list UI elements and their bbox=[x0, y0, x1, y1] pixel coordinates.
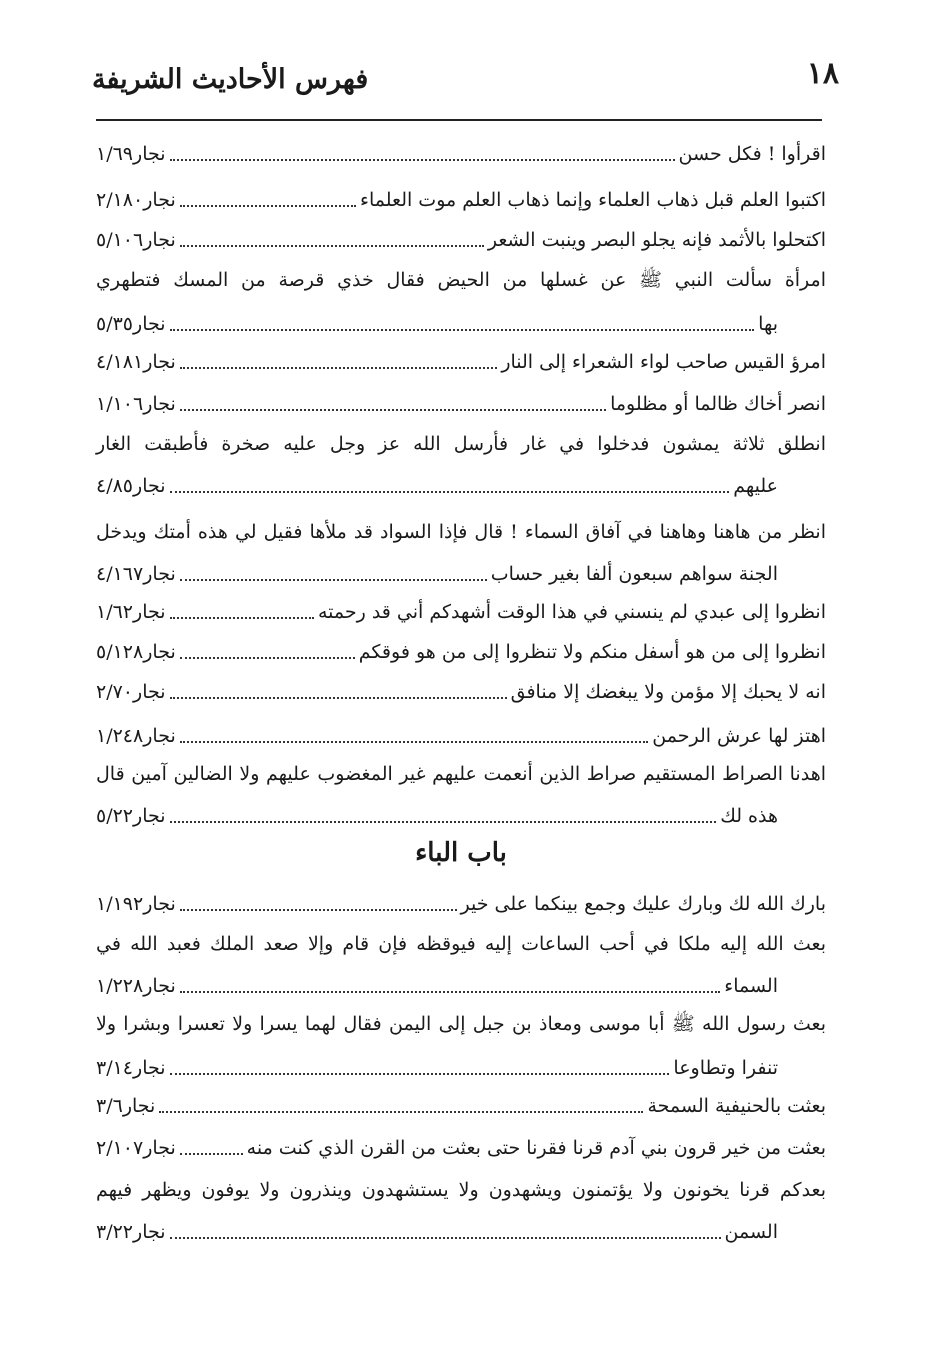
leader-dots bbox=[170, 1073, 670, 1075]
hadith-text: بارك الله لك وبارك عليك وجمع بينكما على خير bbox=[460, 893, 826, 915]
index-entry-first-line bbox=[96, 754, 826, 794]
index-entry-continuation bbox=[96, 1212, 826, 1252]
index-entry-continuation bbox=[96, 1048, 826, 1088]
page-title: فهرس الأحاديث الشريفة bbox=[92, 64, 369, 95]
hadith-reference: نجار٢/١٠٧ bbox=[96, 1137, 176, 1159]
hadith-text: انصر أخاك ظالما أو مظلوما bbox=[610, 393, 826, 415]
index-entry bbox=[96, 384, 826, 424]
hadith-text: انظر من هاهنا وهاهنا في آفاق السماء ! قال فإذا السواد قد ملأها فقيل لي هذه أمتك ويدخل bbox=[96, 521, 826, 543]
index-entry bbox=[96, 1128, 826, 1168]
index-entry bbox=[96, 592, 826, 632]
hadith-text: السماء bbox=[724, 975, 778, 997]
hadith-text: انظروا إلى من هو أسفل منكم ولا تنظروا إلى من هو فوقكم bbox=[358, 641, 826, 663]
index-entry-continuation bbox=[96, 554, 826, 594]
hadith-reference: نجار٤/١٨١ bbox=[96, 351, 176, 373]
hadith-reference: نجار٣/٢٢ bbox=[96, 1221, 166, 1243]
index-entry-continuation bbox=[96, 466, 826, 506]
leader-dots bbox=[170, 491, 730, 493]
hadith-text: امرؤ القيس صاحب لواء الشعراء إلى النار bbox=[501, 351, 826, 373]
hadith-reference: نجار٤/١٦٧ bbox=[96, 563, 176, 585]
leader-dots bbox=[159, 1111, 643, 1113]
index-entry-first-line bbox=[96, 262, 826, 302]
index-entry-continuation bbox=[96, 966, 826, 1006]
index-entry bbox=[96, 180, 826, 220]
page-number: ١٨ bbox=[806, 56, 839, 91]
hadith-reference: نجار١/٦٢ bbox=[96, 601, 166, 623]
index-entry bbox=[96, 134, 826, 174]
leader-dots bbox=[170, 617, 314, 619]
hadith-text: امرأة سألت النبي ﷺ عن غسلها من الحيض فقال خذي قرصة من المسك فتطهري bbox=[96, 269, 826, 291]
index-entry-first-line bbox=[96, 924, 826, 964]
leader-dots bbox=[180, 367, 498, 369]
hadith-text: بعثت من خير قرون بني آدم قرنا فقرنا حتى بعثت من القرن الذي كنت منه bbox=[246, 1137, 826, 1159]
hadith-reference: نجار١/٢٢٨ bbox=[96, 975, 176, 997]
hadith-text: بعدكم قرنا يخونون ولا يؤتمنون ويشهدون ولا يستشهدون وينذرون ولا يوفون ويظهر فيهم bbox=[96, 1179, 826, 1201]
leader-dots bbox=[180, 245, 484, 247]
hadith-reference: نجار١/١٩٢ bbox=[96, 893, 176, 915]
hadith-text: اكتبوا العلم قبل ذهاب العلماء وإنما ذهاب العلم موت العلماء bbox=[360, 189, 826, 211]
leader-dots bbox=[180, 409, 606, 411]
index-entry-first-line bbox=[96, 1170, 826, 1210]
hadith-reference: نجار٢/١٨٠ bbox=[96, 189, 176, 211]
hadith-text: اقرأوا ! فكل حسن bbox=[678, 143, 826, 165]
index-entry bbox=[96, 716, 826, 756]
hadith-text: انظروا إلى عبدي لم ينسني في هذا الوقت أشهدكم أني قد رحمته bbox=[317, 601, 826, 623]
hadith-text: اكتحلوا بالأثمد فإنه يجلو البصر وينبت الشعر bbox=[487, 229, 826, 251]
hadith-text: بها bbox=[758, 313, 778, 335]
leader-dots bbox=[170, 697, 507, 699]
index-entry bbox=[96, 672, 826, 712]
hadith-text: هذه لك bbox=[720, 805, 778, 827]
hadith-reference: نجار١/٢٤٨ bbox=[96, 725, 176, 747]
hadith-text: انطلق ثلاثة يمشون فدخلوا في غار فأرسل الله عز وجل عليه صخرة فأطبقت الغار bbox=[96, 433, 826, 455]
leader-dots bbox=[180, 991, 721, 993]
hadith-reference: نجار٤/٨٥ bbox=[96, 475, 166, 497]
leader-dots bbox=[180, 579, 487, 581]
hadith-text: عليهم bbox=[733, 475, 778, 497]
hadith-text: اهتز لها عرش الرحمن bbox=[652, 725, 826, 747]
hadith-text: بعث رسول الله ﷺ أبا موسى ومعاذ بن جبل إلى اليمن فقال لهما يسرا ولا تعسرا وبشرا ولا bbox=[96, 1013, 826, 1035]
leader-dots bbox=[180, 909, 457, 911]
hadith-text: اهدنا الصراط المستقيم صراط الذين أنعمت عليهم غير المغضوب عليهم ولا الضالين آمين قال bbox=[96, 763, 826, 785]
hadith-reference: نجار٥/١٢٨ bbox=[96, 641, 176, 663]
leader-dots bbox=[180, 657, 355, 659]
index-entry-continuation bbox=[96, 796, 826, 836]
hadith-text: بعث الله إليه ملكا في أحب الساعات إليه فيوقظه فإن قام وإلا صعد الملك فعبد الله في bbox=[96, 933, 826, 955]
hadith-text: تنفرا وتطاوعا bbox=[673, 1057, 778, 1079]
hadith-reference: نجار٣/١٤ bbox=[96, 1057, 166, 1079]
hadith-reference: نجار٣/٦ bbox=[96, 1095, 156, 1117]
hadith-text: السمن bbox=[724, 1221, 778, 1243]
index-entry bbox=[96, 884, 826, 924]
index-entry-first-line bbox=[96, 424, 826, 464]
header-divider bbox=[96, 119, 822, 121]
hadith-text: انه لا يحبك إلا مؤمن ولا يبغضك إلا منافق bbox=[510, 681, 826, 703]
leader-dots bbox=[180, 205, 356, 207]
leader-dots bbox=[170, 1237, 721, 1239]
hadith-reference: نجار١/١٠٦ bbox=[96, 393, 176, 415]
hadith-reference: نجار٥/٣٥ bbox=[96, 313, 166, 335]
leader-dots bbox=[170, 159, 675, 161]
index-entry bbox=[96, 220, 826, 260]
hadith-reference: نجار٥/٢٢ bbox=[96, 805, 166, 827]
index-entry-first-line bbox=[96, 512, 826, 552]
hadith-reference: نجار٢/٧٠ bbox=[96, 681, 166, 703]
leader-dots bbox=[170, 329, 755, 331]
index-entry-first-line bbox=[96, 1006, 826, 1046]
index-entry-continuation bbox=[96, 304, 826, 344]
leader-dots bbox=[170, 821, 717, 823]
hadith-text: الجنة سواهم سبعون ألفا بغير حساب bbox=[490, 563, 778, 585]
hadith-reference: نجار٥/١٠٦ bbox=[96, 229, 176, 251]
index-entry bbox=[96, 342, 826, 382]
leader-dots bbox=[180, 1153, 243, 1155]
hadith-text: بعثت بالحنيفية السمحة bbox=[647, 1095, 826, 1117]
index-entry bbox=[96, 1086, 826, 1126]
hadith-reference: نجار١/٦٩ bbox=[96, 143, 166, 165]
section-heading: باب الباء bbox=[415, 838, 507, 868]
leader-dots bbox=[180, 741, 649, 743]
index-entry bbox=[96, 632, 826, 672]
